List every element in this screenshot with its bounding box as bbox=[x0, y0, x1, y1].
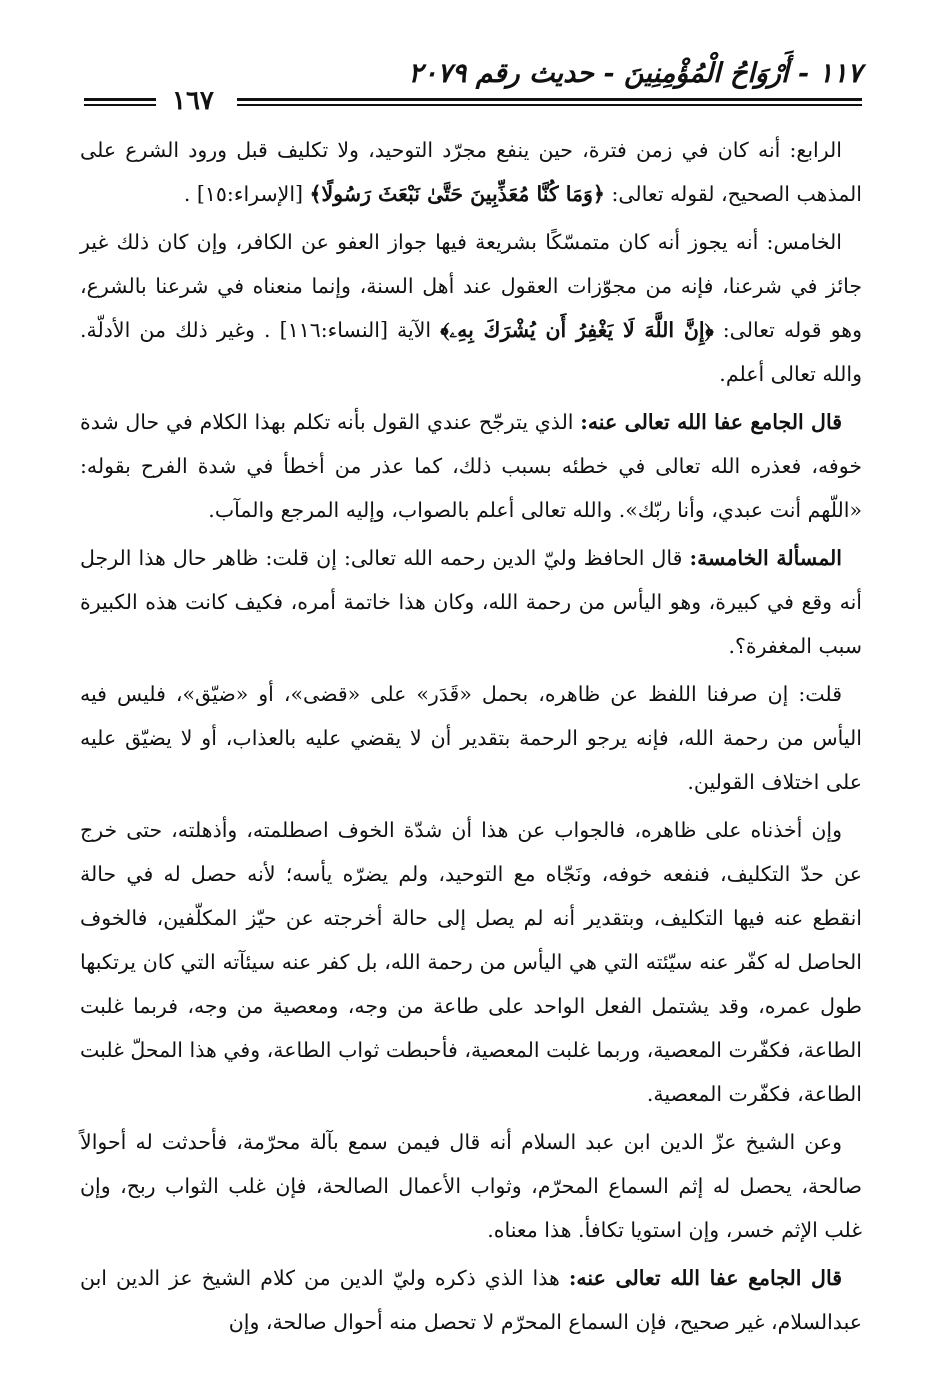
paragraph-fifth-reason bbox=[80, 220, 862, 396]
quran-verse: ﴿إِنَّ اللَّهَ لَا يَغْفِرُ أَن يُشْرَكَ بِهِۦ﴾ bbox=[440, 318, 714, 342]
paragraph-text: قال الحافظ وليّ الدين رحمه الله تعالى: إن قلت: ظاهر حال هذا الرجل أنه وقع في كبيرة، وهو اليأس من رحمة الله، وكان هذا خاتمة أمره، فكيف كانت هذه الكبيرة سبب المغفرة؟. bbox=[80, 546, 862, 658]
page-header bbox=[72, 52, 862, 116]
paragraph-text: الرابع: أنه كان في زمن فترة، حين ينفع مجرّد التوحيد، ولا تكليف قبل ورود الشرع على المذهب الصحيح، لقوله تعالى: bbox=[80, 138, 862, 206]
paragraph-answer-second bbox=[80, 808, 862, 1116]
paragraph-izz-al-din bbox=[80, 1120, 862, 1252]
paragraph-heading: قال الجامع عفا الله تعالى عنه: bbox=[568, 1266, 842, 1290]
paragraph-text: وإن أخذناه على ظاهره، فالجواب عن هذا أن شدّة الخوف اصطلمته، وأذهلته، حتى خرج عن حدّ التكليف، فنفعه خوفه، ونَجّاه مع التوحيد، ولم يضرّه يأسه؛ لأنه حصل له في حالة انقطع عنه فيها التكليف، وبتقدير أنه لم يصل إلى حالة أخرجته عن حيّز المكلّفين، فالخوف الحاصل له كفّر عنه سيّئته التي هي اليأس من رحمة الله، بل كفر عنه سيئآته التي كان يرتكبها طول عمره، وقد يشتمل الفعل الواحد على طاعة من وجه، ومعصية من وجه، فربما غلبت الطاعة، فكفّرت المعصية، وربما غلبت المعصية، فأحبطت ثواب الطاعة، وفي هذا المحلّ غلبت الطاعة، فكفّرت المعصية. bbox=[80, 818, 862, 1106]
verse-reference: [الإسراء:١٥] . bbox=[183, 182, 310, 206]
paragraph-answer-first bbox=[80, 672, 862, 804]
paragraph-fifth-issue bbox=[80, 536, 862, 668]
page-number: ١٦٧ bbox=[164, 86, 222, 116]
paragraph-fourth-reason bbox=[80, 128, 862, 216]
paragraph-text: قلت: إن صرفنا اللفظ عن ظاهره، بحمل «قَدَر» على «قضى»، أو «ضيّق»، فليس فيه اليأس من رحمة الله، فإنه يرجو الرحمة بتقدير أن لا يقضي عليه بالعذاب، أو لا يضيّق عليه على اختلاف القولين. bbox=[80, 682, 862, 794]
paragraph-text: هذا الذي ذكره وليّ الدين من كلام الشيخ عز الدين ابن عبدالسلام، غير صحيح، فإن السماع المحرّم لا تحصل منه أحوال صالحة، وإن bbox=[80, 1266, 862, 1334]
paragraph-heading: المسألة الخامسة: bbox=[689, 546, 842, 570]
paragraph-heading: قال الجامع عفا الله تعالى عنه: bbox=[580, 410, 842, 434]
paragraph-compiler-rebuttal bbox=[80, 1256, 862, 1344]
page-body bbox=[80, 128, 862, 1348]
header-rule-left bbox=[84, 98, 156, 106]
running-title: ١١٧ - أَرْوَاحُ الْمُؤْمِنِينَ - حديث رقم ٢٠٧٩ bbox=[408, 58, 862, 89]
paragraph-compiler-opinion bbox=[80, 400, 862, 532]
header-rule-right bbox=[237, 98, 862, 106]
quran-verse: ﴿وَمَا كُنَّا مُعَذِّبِينَ حَتَّىٰ نَبْعَثَ رَسُولًا﴾ bbox=[309, 182, 605, 206]
paragraph-text: الخامس: أنه يجوز أنه كان متمسّكًا بشريعة فيها جواز العفو عن الكافر، وإن كان ذلك غير جائز في شرعنا، فإنه من مجوّزات العقول عند أهل السنة، وإنما منعناه في شرعنا بالشرع، وهو قوله تعالى: bbox=[80, 230, 863, 342]
paragraph-text: الذي يترجّح عندي القول بأنه تكلم بهذا الكلام في حال شدة خوفه، فعذره الله تعالى في خطئه بسبب ذلك، كما عذر من أخطأ في شدة الفرح بقوله: «اللّهم أنت عبدي، وأنا ربّك». والله تعالى أعلم بالصواب، وإليه المرجع والمآب. bbox=[80, 410, 862, 522]
verse-reference: الآية [النساء:١١٦] . وغير ذلك من الأدلّة. والله تعالى أعلم. bbox=[80, 318, 862, 386]
paragraph-text: وعن الشيخ عزّ الدين ابن عبد السلام أنه قال فيمن سمع بآلة محرّمة، فأحدثت له أحوالاً صالحة، يحصل له إثم السماع المحرّم، وثواب الأعمال الصالحة، فإن غلب الثواب ربح، وإن غلب الإثم خسر، وإن استويا تكافأ. هذا معناه. bbox=[80, 1130, 862, 1242]
